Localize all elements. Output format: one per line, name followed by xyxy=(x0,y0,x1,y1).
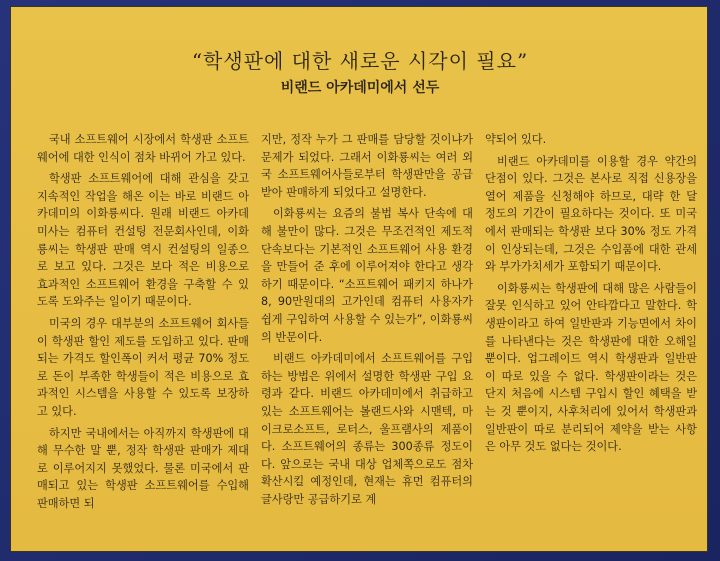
article-column-3 xyxy=(485,131,697,460)
paragraph: 학생판 소프트웨어에 대해 관심을 갖고 지속적인 작업을 해온 이는 바로 비랜드 아카데미의 이화룡씨다. 원래 비랜드 아카데미사는 컴퓨터 컨설팅 전문회사인데, 이화룡씨는 학생판 판매 역시 컨설팅의 일종으로 보고 있다. 그것은 보다 적은 비용으로 효과적인 소프트웨어 환경을 구축할 수 있도록 도와주는 일이기 때문이다. xyxy=(37,172,249,309)
article-column-1 xyxy=(37,131,249,516)
article-subtitle: 비랜드 아카데미에서 선두 xyxy=(280,80,440,96)
paragraph: 비랜드 아카데미를 이용할 경우 약간의 단점이 있다. 그것은 본사로 직접 신용장을 열어 제품을 신청해야 하므로, 대략 한 달 정도의 기간이 필요하다는 것이다. 또 미국에서 판매되는 학생판 보다 30% 정도 가격이 인상되는데, 그것은 수입품에 대한 관세와 부가가치세가 포함되기 때문이다. xyxy=(485,154,697,274)
paragraph: 미국의 경우 대부분의 소프트웨어 회사들이 학생판 할인 제도를 도입하고 있다. 판매되는 가격도 할인폭이 커서 평균 70% 정도로 돈이 부족한 학생들이 적은 비용으로 효과적인 시스템을 사용할 수 있도록 보장하고 있다. xyxy=(37,316,249,418)
paragraph: 국내 소프트웨어 시장에서 학생판 소프트웨어에 대한 인식이 점차 바뀌어 가고 있다. xyxy=(37,133,249,164)
paragraph: 이화룡씨는 학생판에 대해 많은 사람들이 잘못 인식하고 있어 안타깝다고 말한다. 학생판이라고 하여 일반판과 기능면에서 차이를 나타낸다는 것은 학생판에 대한 오해일 뿐이다. 업그레이드 역시 학생판과 일반판이 따로 있을 수 없다. 학생판이라는 것은 단지 처음에 시스템 구입시 할인 혜택을 받는 것 뿐이지, 사후처리에 있어서 학생판과 일반판이 따로 분리되어 제약을 받는 사항은 아무 것도 없다는 것이다. xyxy=(485,281,697,454)
article-column-2 xyxy=(261,131,473,512)
paragraph: 지만, 정작 누가 그 판매를 담당할 것이냐가 문제가 되었다. 그래서 이화룡씨는 여러 외국 소프트웨어사들로부터 학생판만을 공급받아 판매하게 되었다고 설명한다. xyxy=(261,133,473,199)
paragraph: 약되어 있다. xyxy=(485,133,547,146)
article-title: “학생판에 대한 새로운 시각이 필요” xyxy=(191,49,529,73)
article-panel xyxy=(10,6,708,552)
paragraph: 비랜드 아카데미에서 소프트웨어를 구입하는 방법은 위에서 설명한 학생판 구입 요령과 같다. 비랜드 아카데미에서 취급하고 있는 소프트웨어는 볼랜드사와 시맨텍, 마이크로소프트, 로터스, 울프램사의 제품이다. 소프트웨어의 종류는 300종류 정도이다. 앞으로는 국내 대상 업체쪽으로도 점차 확산시킬 예정인데, 현재는 휴먼 컴퓨터의 글사랑만 공급하기로 계 xyxy=(261,352,473,506)
paragraph: 이화룡씨는 요즘의 불법 복사 단속에 대해 불만이 많다. 그것은 무조건적인 제도적 단속보다는 기본적인 소프트웨어 사용 환경을 만들어 준 후에 이루어져야 한다고 생각하기 때문이다. “소프트웨어 패키지 하나가 8, 90만원대의 고가인데 컴퓨터 사용자가 쉽게 구입하여 사용할 수 있는가”, 이화룡씨의 반문이다. xyxy=(261,207,473,344)
paragraph: 하지만 국내에서는 아직까지 학생판에 대해 무수한 말 뿐, 정작 학생판 판매가 제대로 이루어지지 못했었다. 물론 미국에서 판매되고 있는 학생판 소프트웨어를 수입해 판매하면 되 xyxy=(37,426,249,510)
